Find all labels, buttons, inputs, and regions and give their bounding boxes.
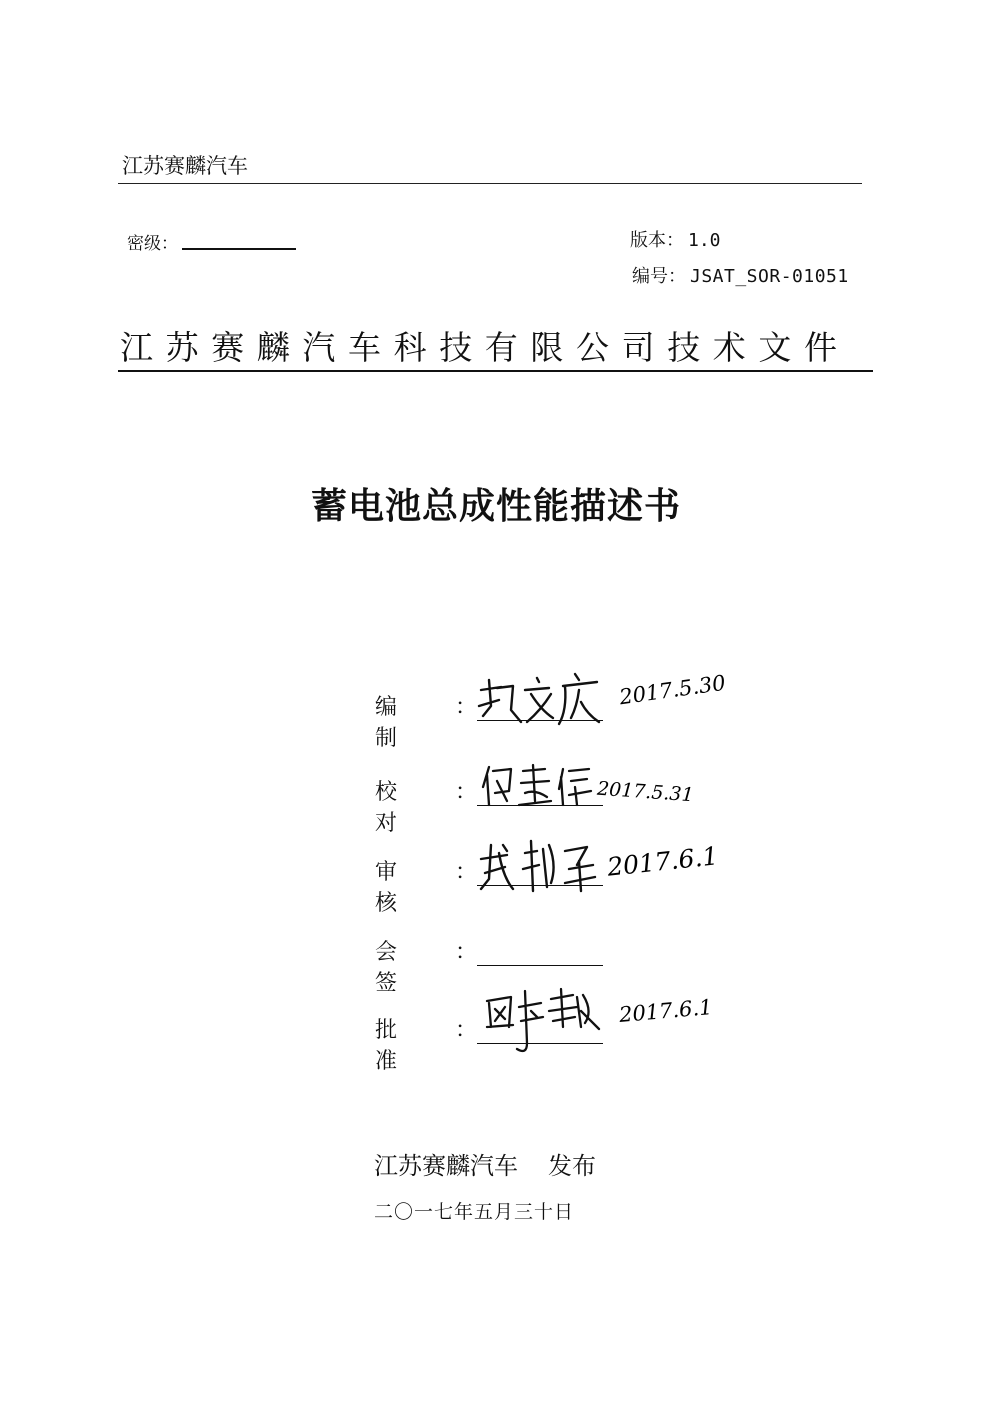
document-type-banner: 江苏赛麟汽车科技有限公司技术文件 <box>120 328 850 367</box>
doc-number-label: 编号： <box>632 266 686 287</box>
version-label: 版本： <box>630 230 684 251</box>
signoff-date: 2017.5.31 <box>596 777 695 807</box>
signoff-colon: ： <box>455 940 478 965</box>
signoff-colon: ： <box>455 860 478 885</box>
signoff-colon: ： <box>455 780 478 805</box>
document-title: 蓄电池总成性能描述书 <box>310 486 681 527</box>
signoff-label: 校对 <box>375 780 423 836</box>
version-value: 1.0 <box>688 230 721 251</box>
banner-divider <box>118 370 873 372</box>
signoff-date: 2017.6.1 <box>605 841 720 882</box>
publish-date: 二〇一七年五月三十日 <box>374 1201 575 1223</box>
publisher-name: 江苏赛麟汽车 <box>374 1152 518 1180</box>
signature-image <box>479 761 595 811</box>
signature-line <box>477 965 603 966</box>
signoff-label: 审核 <box>375 860 423 916</box>
signature-image <box>481 987 603 1061</box>
header-company: 江苏赛麟汽车 <box>122 154 248 178</box>
signoff-date: 2017.6.1 <box>618 994 714 1028</box>
classification-label: 密级： <box>127 234 178 254</box>
doc-number-value: JSAT_SOR-01051 <box>690 266 849 287</box>
classification-field-line <box>182 248 296 250</box>
publisher-line <box>374 1146 596 1181</box>
version-field <box>630 226 721 252</box>
signoff-colon: ： <box>455 695 478 720</box>
signoff-date: 2017.5.30 <box>617 670 728 710</box>
signoff-colon: ： <box>455 1018 478 1043</box>
doc-number-field <box>632 262 849 288</box>
signoff-label: 批准 <box>375 1018 423 1074</box>
signoff-label: 编制 <box>375 695 423 751</box>
signoff-label: 会签 <box>375 940 423 996</box>
signature-image <box>475 670 605 730</box>
signature-image <box>477 839 599 895</box>
publisher-verb: 发布 <box>548 1152 596 1180</box>
header-divider <box>118 183 862 184</box>
